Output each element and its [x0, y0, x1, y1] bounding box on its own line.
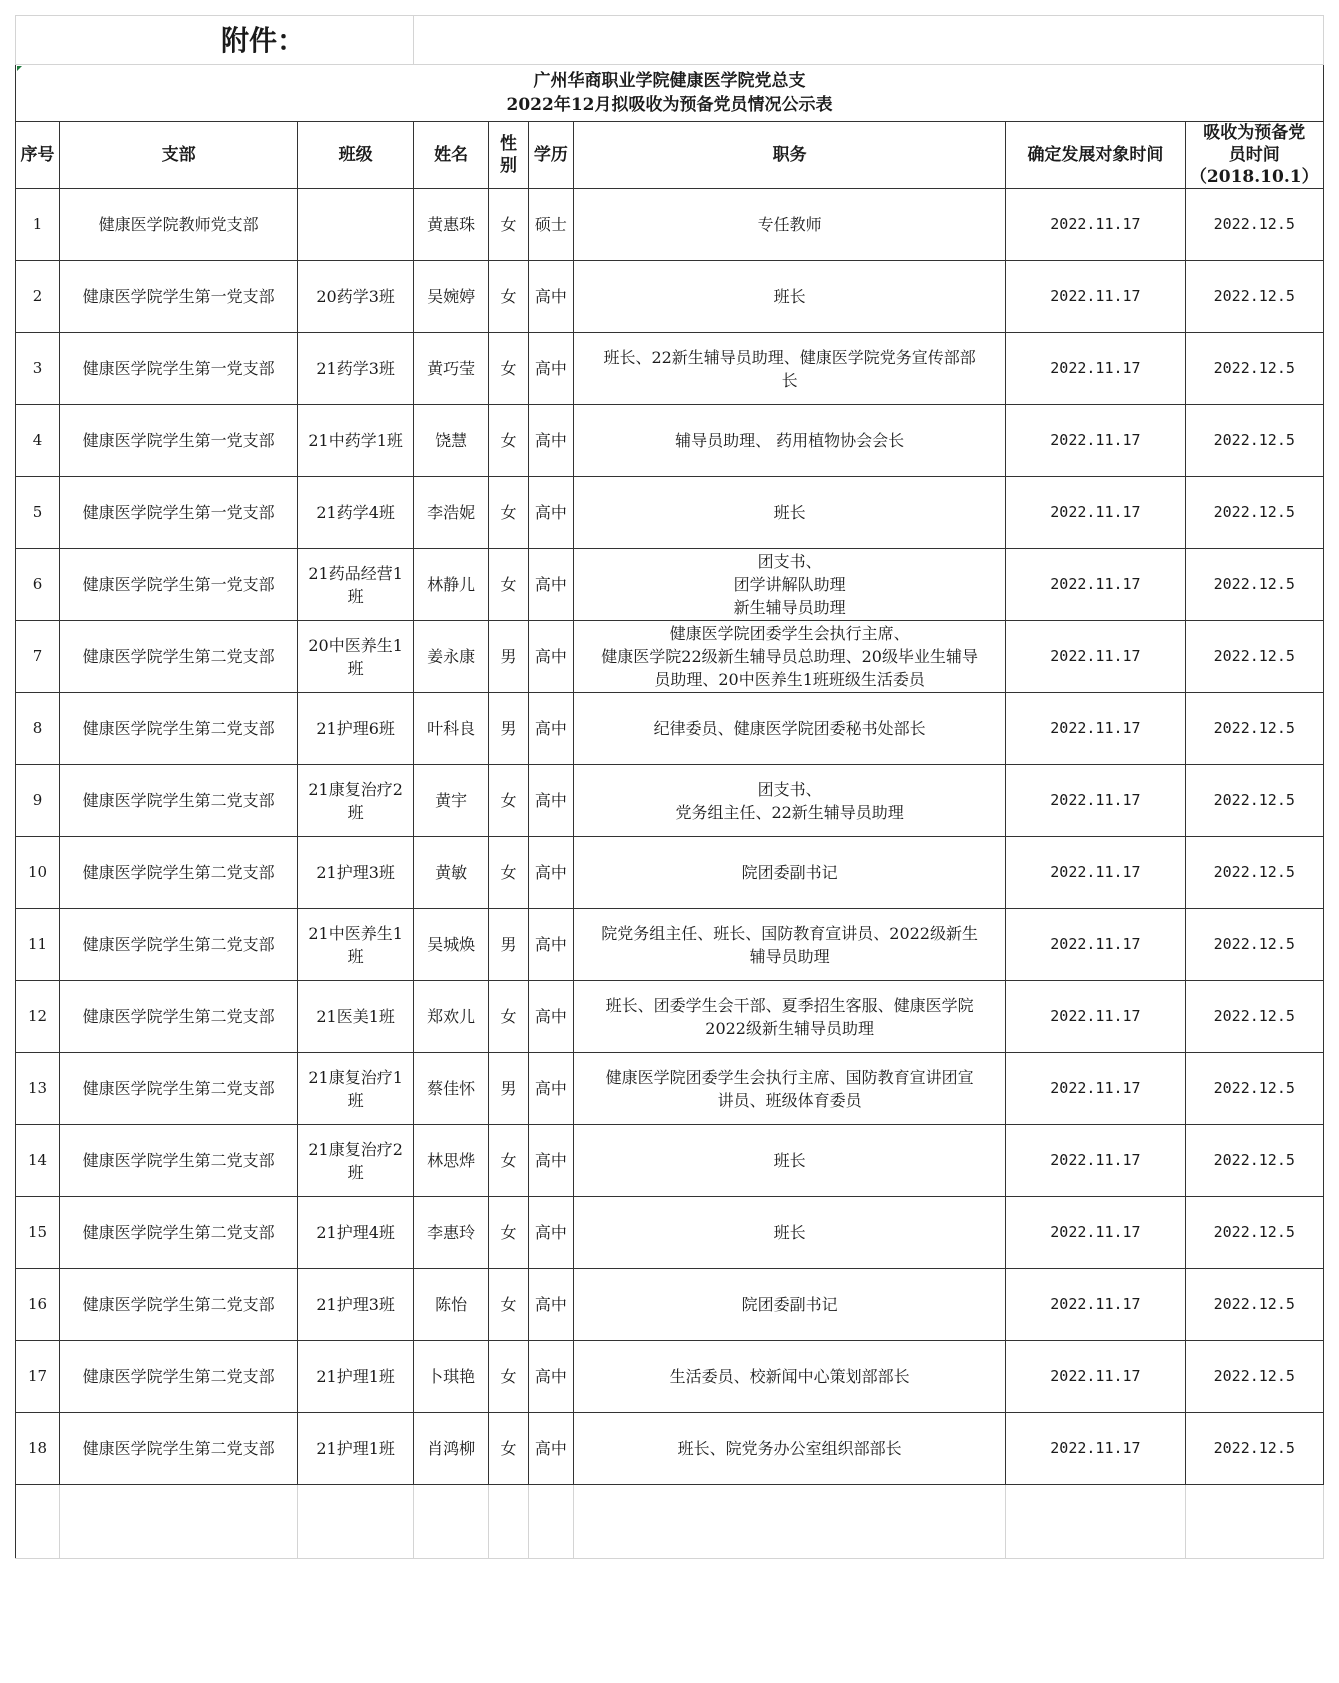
cell-absorb-date: 2022.12.5	[1185, 837, 1323, 909]
cell-seq: 8	[16, 693, 60, 765]
cell-seq: 1	[16, 189, 60, 261]
cell-seq: 14	[16, 1125, 60, 1197]
cell-education: 高中	[528, 1269, 573, 1341]
cell-gender: 男	[489, 909, 529, 981]
cell-gender: 女	[489, 189, 529, 261]
cell-education: 高中	[528, 621, 573, 693]
cell-absorb-date: 2022.12.5	[1185, 549, 1323, 621]
table-row	[16, 909, 1324, 981]
table-row	[16, 693, 1324, 765]
cell-name: 黄敏	[414, 837, 489, 909]
cell-duty	[573, 621, 1005, 693]
cell-duty	[573, 261, 1005, 333]
table-row	[16, 189, 1324, 261]
cell-name: 蔡佳怀	[414, 1053, 489, 1125]
table-row	[16, 261, 1324, 333]
cell-name: 黄惠珠	[414, 189, 489, 261]
duty-line: 团学讲解队助理	[733, 575, 846, 594]
cell-duty	[573, 765, 1005, 837]
header-education: 学历	[528, 122, 573, 189]
cell-absorb-date: 2022.12.5	[1185, 1125, 1323, 1197]
cell-seq: 4	[16, 405, 60, 477]
cell-class: 21药品经营1班	[298, 549, 414, 621]
cell-duty	[573, 981, 1005, 1053]
cell-absorb-date: 2022.12.5	[1185, 909, 1323, 981]
header-duty: 职务	[573, 122, 1005, 189]
cell-branch: 健康医学院教师党支部	[59, 189, 297, 261]
cell-education: 高中	[528, 1197, 573, 1269]
cell-class: 21中医养生1班	[298, 909, 414, 981]
cell-gender: 女	[489, 333, 529, 405]
table-row	[16, 981, 1324, 1053]
cell-dev-date: 2022.11.17	[1006, 333, 1185, 405]
duty-line: 生活委员、校新闻中心策划部部长	[669, 1367, 910, 1386]
cell-duty	[573, 837, 1005, 909]
empty-cell	[1006, 1485, 1185, 1559]
cell-duty	[573, 693, 1005, 765]
cell-education: 高中	[528, 981, 573, 1053]
cell-absorb-date: 2022.12.5	[1185, 333, 1323, 405]
duty-line: 团支书、	[757, 779, 822, 799]
cell-dev-date: 2022.11.17	[1006, 1053, 1185, 1125]
cell-name: 吴婉婷	[414, 261, 489, 333]
cell-education: 高中	[528, 837, 573, 909]
cell-branch: 健康医学院学生第一党支部	[59, 549, 297, 621]
cell-duty	[573, 1269, 1005, 1341]
cell-absorb-date: 2022.12.5	[1185, 1197, 1323, 1269]
cell-absorb-date: 2022.12.5	[1185, 1341, 1323, 1413]
duty-line: 2022级新生辅导员助理	[705, 1018, 874, 1038]
cell-seq: 9	[16, 765, 60, 837]
table-row	[16, 1053, 1324, 1125]
cell-branch: 健康医学院学生第二党支部	[59, 621, 297, 693]
cell-dev-date: 2022.11.17	[1006, 909, 1185, 981]
duty-line: 班长	[773, 503, 806, 522]
cell-duty	[573, 405, 1005, 477]
cell-duty	[573, 477, 1005, 549]
attachment-row	[16, 16, 1324, 65]
cell-branch: 健康医学院学生第二党支部	[59, 693, 297, 765]
cell-branch: 健康医学院学生第一党支部	[59, 261, 297, 333]
cell-dev-date: 2022.11.17	[1006, 1197, 1185, 1269]
table-row	[16, 1413, 1324, 1485]
cell-absorb-date: 2022.12.5	[1185, 1269, 1323, 1341]
cell-education: 高中	[528, 405, 573, 477]
duty-line: 党务组主任、22新生辅导员助理	[675, 802, 904, 822]
table-row	[16, 477, 1324, 549]
cell-name: 叶科良	[414, 693, 489, 765]
cell-dev-date: 2022.11.17	[1006, 765, 1185, 837]
cell-absorb-date: 2022.12.5	[1185, 189, 1323, 261]
cell-gender: 女	[489, 549, 529, 621]
header-dev-date: 确定发展对象时间	[1006, 122, 1185, 189]
duty-line: 辅导员助理、 药用植物协会会长	[675, 431, 905, 450]
cell-name: 林思烨	[414, 1125, 489, 1197]
header-absorb-date	[1185, 122, 1323, 189]
duty-line: 长	[781, 370, 798, 390]
cell-seq: 3	[16, 333, 60, 405]
cell-name: 郑欢儿	[414, 981, 489, 1053]
empty-cell	[528, 1485, 573, 1559]
cell-branch: 健康医学院学生第二党支部	[59, 1053, 297, 1125]
duty-line: 健康医学院团委学生会执行主席、	[669, 624, 910, 643]
duty-line: 辅导员助理	[749, 946, 830, 966]
header-name: 姓名	[414, 122, 489, 189]
header-absorb-line-2: 员时间	[1228, 145, 1280, 165]
cell-education: 高中	[528, 333, 573, 405]
cell-class: 21护理1班	[298, 1341, 414, 1413]
cell-education: 高中	[528, 909, 573, 981]
cell-gender: 女	[489, 261, 529, 333]
cell-branch: 健康医学院学生第二党支部	[59, 909, 297, 981]
cell-duty	[573, 333, 1005, 405]
cell-class: 20药学3班	[298, 261, 414, 333]
cell-branch: 健康医学院学生第二党支部	[59, 1341, 297, 1413]
cell-seq: 17	[16, 1341, 60, 1413]
cell-class	[298, 189, 414, 261]
empty-cell	[298, 1485, 414, 1559]
cell-class: 21医美1班	[298, 981, 414, 1053]
attachment-label: 附件：	[16, 16, 414, 65]
cell-dev-date: 2022.11.17	[1006, 837, 1185, 909]
cell-duty	[573, 1053, 1005, 1125]
cell-class: 21护理4班	[298, 1197, 414, 1269]
cell-education: 高中	[528, 1413, 573, 1485]
cell-class: 21护理6班	[298, 693, 414, 765]
cell-branch: 健康医学院学生第一党支部	[59, 477, 297, 549]
cell-branch: 健康医学院学生第二党支部	[59, 981, 297, 1053]
cell-absorb-date: 2022.12.5	[1185, 261, 1323, 333]
cell-dev-date: 2022.11.17	[1006, 1125, 1185, 1197]
duty-line: 班长、团委学生会干部、夏季招生客服、健康医学院	[605, 995, 974, 1015]
cell-duty	[573, 1197, 1005, 1269]
cell-dev-date: 2022.11.17	[1006, 693, 1185, 765]
cell-dev-date: 2022.11.17	[1006, 477, 1185, 549]
duty-line: 新生辅导员助理	[733, 598, 846, 617]
cell-name: 卜琪艳	[414, 1341, 489, 1413]
cell-education: 高中	[528, 1053, 573, 1125]
cell-seq: 12	[16, 981, 60, 1053]
cell-gender: 女	[489, 405, 529, 477]
table-row	[16, 549, 1324, 621]
cell-education: 高中	[528, 693, 573, 765]
cell-seq: 2	[16, 261, 60, 333]
cell-gender: 男	[489, 621, 529, 693]
cell-seq: 11	[16, 909, 60, 981]
cell-branch: 健康医学院学生第二党支部	[59, 1125, 297, 1197]
header-absorb-line-3: （2018.10.1）	[1189, 167, 1319, 187]
cell-seq: 18	[16, 1413, 60, 1485]
cell-class: 20中医养生1班	[298, 621, 414, 693]
cell-dev-date: 2022.11.17	[1006, 1413, 1185, 1485]
cell-name: 李浩妮	[414, 477, 489, 549]
cell-dev-date: 2022.11.17	[1006, 981, 1185, 1053]
cell-name: 林静儿	[414, 549, 489, 621]
cell-name: 黄巧莹	[414, 333, 489, 405]
cell-duty	[573, 1413, 1005, 1485]
table-row	[16, 765, 1324, 837]
cell-absorb-date: 2022.12.5	[1185, 405, 1323, 477]
duty-line: 专任教师	[757, 215, 822, 234]
header-class: 班级	[298, 122, 414, 189]
cell-seq: 16	[16, 1269, 60, 1341]
cell-dev-date: 2022.11.17	[1006, 1269, 1185, 1341]
cell-class: 21药学3班	[298, 333, 414, 405]
cell-dev-date: 2022.11.17	[1006, 189, 1185, 261]
cell-class: 21药学4班	[298, 477, 414, 549]
table-row	[16, 333, 1324, 405]
table-title	[16, 65, 1324, 122]
cell-seq: 15	[16, 1197, 60, 1269]
table-row	[16, 621, 1324, 693]
cell-dev-date: 2022.11.17	[1006, 549, 1185, 621]
cell-absorb-date: 2022.12.5	[1185, 981, 1323, 1053]
cell-seq: 7	[16, 621, 60, 693]
header-seq: 序号	[16, 122, 60, 189]
cell-dev-date: 2022.11.17	[1006, 405, 1185, 477]
cell-name: 吴城焕	[414, 909, 489, 981]
cell-dev-date: 2022.11.17	[1006, 261, 1185, 333]
duty-line: 班长	[773, 287, 806, 306]
header-row	[16, 122, 1324, 189]
header-absorb-line-1: 吸收为预备党	[1203, 123, 1306, 143]
cell-branch: 健康医学院学生第一党支部	[59, 405, 297, 477]
duty-line: 班长、22新生辅导员助理、健康医学院党务宣传部部	[603, 347, 976, 367]
attachment-empty-cell	[414, 16, 1324, 65]
cell-branch: 健康医学院学生第二党支部	[59, 837, 297, 909]
cell-education: 高中	[528, 549, 573, 621]
cell-education: 高中	[528, 261, 573, 333]
duty-line: 团支书、	[757, 552, 822, 571]
cell-dev-date: 2022.11.17	[1006, 1341, 1185, 1413]
cell-gender: 女	[489, 981, 529, 1053]
cell-absorb-date: 2022.12.5	[1185, 1413, 1323, 1485]
cell-seq: 6	[16, 549, 60, 621]
empty-cell	[1185, 1485, 1323, 1559]
duty-line: 班长	[773, 1151, 806, 1170]
cell-branch: 健康医学院学生第一党支部	[59, 333, 297, 405]
cell-class: 21康复治疗2班	[298, 765, 414, 837]
cell-marker-icon	[17, 66, 22, 71]
cell-education: 高中	[528, 765, 573, 837]
cell-gender: 女	[489, 1125, 529, 1197]
cell-absorb-date: 2022.12.5	[1185, 621, 1323, 693]
cell-gender: 男	[489, 1053, 529, 1125]
title-row	[16, 65, 1324, 122]
cell-duty	[573, 549, 1005, 621]
duty-line: 班长、院党务办公室组织部部长	[677, 1439, 902, 1458]
cell-class: 21康复治疗1班	[298, 1053, 414, 1125]
cell-branch: 健康医学院学生第二党支部	[59, 765, 297, 837]
cell-name: 李惠玲	[414, 1197, 489, 1269]
table-row	[16, 405, 1324, 477]
duty-line: 健康医学院团委学生会执行主席、国防教育宣讲团宣	[605, 1067, 974, 1087]
cell-education: 硕士	[528, 189, 573, 261]
cell-duty	[573, 189, 1005, 261]
cell-gender: 女	[489, 765, 529, 837]
publicity-table	[15, 15, 1324, 1559]
cell-name: 黄宇	[414, 765, 489, 837]
cell-absorb-date: 2022.12.5	[1185, 693, 1323, 765]
cell-class: 21康复治疗2班	[298, 1125, 414, 1197]
table-row	[16, 1125, 1324, 1197]
cell-absorb-date: 2022.12.5	[1185, 477, 1323, 549]
header-gender: 性别	[489, 122, 529, 189]
duty-line: 员助理、20中医养生1班班级生活委员	[654, 670, 925, 689]
duty-line: 讲员、班级体育委员	[717, 1090, 862, 1110]
cell-branch: 健康医学院学生第二党支部	[59, 1413, 297, 1485]
empty-cell	[573, 1485, 1005, 1559]
cell-duty	[573, 1341, 1005, 1413]
cell-dev-date: 2022.11.17	[1006, 621, 1185, 693]
cell-branch: 健康医学院学生第二党支部	[59, 1269, 297, 1341]
empty-row	[16, 1485, 1324, 1559]
empty-cell	[16, 1485, 60, 1559]
cell-name: 饶慧	[414, 405, 489, 477]
cell-gender: 女	[489, 477, 529, 549]
cell-seq: 5	[16, 477, 60, 549]
title-line-1: 广州华商职业学院健康医学院党总支	[533, 71, 806, 91]
cell-gender: 女	[489, 1197, 529, 1269]
cell-seq: 13	[16, 1053, 60, 1125]
duty-line: 纪律委员、健康医学院团委秘书处部长	[653, 719, 926, 738]
duty-line: 院团委副书记	[741, 863, 838, 882]
cell-name: 姜永康	[414, 621, 489, 693]
table-row	[16, 1341, 1324, 1413]
duty-line: 院团委副书记	[741, 1295, 838, 1314]
table-row	[16, 1197, 1324, 1269]
cell-name: 陈怡	[414, 1269, 489, 1341]
duty-line: 班长	[773, 1223, 806, 1242]
cell-duty	[573, 1125, 1005, 1197]
duty-line: 健康医学院22级新生辅导员总助理、20级毕业生辅导	[601, 647, 978, 666]
title-line-2: 2022年12月拟吸收为预备党员情况公示表	[506, 95, 833, 115]
duty-line: 院党务组主任、班长、国防教育宣讲员、2022级新生	[601, 923, 978, 943]
empty-cell	[59, 1485, 297, 1559]
cell-class: 21护理3班	[298, 1269, 414, 1341]
cell-gender: 女	[489, 1269, 529, 1341]
cell-branch: 健康医学院学生第二党支部	[59, 1197, 297, 1269]
cell-gender: 女	[489, 837, 529, 909]
cell-class: 21中药学1班	[298, 405, 414, 477]
empty-cell	[489, 1485, 529, 1559]
cell-education: 高中	[528, 1341, 573, 1413]
cell-class: 21护理3班	[298, 837, 414, 909]
cell-name: 肖鸿柳	[414, 1413, 489, 1485]
table-row	[16, 1269, 1324, 1341]
cell-education: 高中	[528, 1125, 573, 1197]
cell-absorb-date: 2022.12.5	[1185, 765, 1323, 837]
cell-seq: 10	[16, 837, 60, 909]
cell-gender: 女	[489, 1413, 529, 1485]
table-row	[16, 837, 1324, 909]
cell-class: 21护理1班	[298, 1413, 414, 1485]
cell-gender: 女	[489, 1341, 529, 1413]
empty-cell	[414, 1485, 489, 1559]
cell-education: 高中	[528, 477, 573, 549]
cell-absorb-date: 2022.12.5	[1185, 1053, 1323, 1125]
cell-duty	[573, 909, 1005, 981]
cell-gender: 男	[489, 693, 529, 765]
header-branch: 支部	[59, 122, 297, 189]
